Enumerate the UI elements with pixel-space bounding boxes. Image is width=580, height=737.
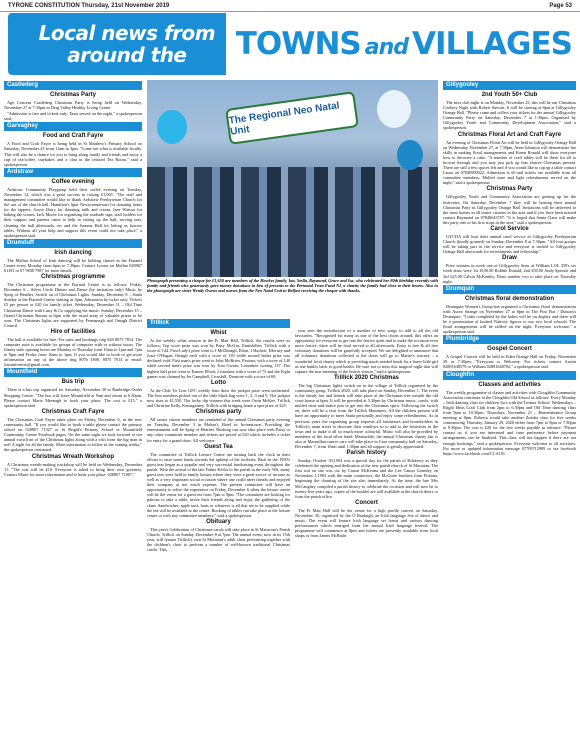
headline: Bus trip bbox=[61, 379, 85, 386]
article-text: An evening of Christmas Floral Art will be held in Gillygooley Orange Hall on Wednesday, November 27, at 7.30pm. Anne Johnston will demonstrate her skills in making floral arrangements and Karen Ronald will show everyone how to decorate a cake. "A number of craft tables will be there for all to browse through and you may just pick up that elusive Christmas present. There are still a few spaces left and if you would like to top up a table contact Laura on 07840990022. Admission is £6 and tickets are available from all committee members. Mulled wine and light refreshments served on the night," said a spokesperson. bbox=[443, 139, 576, 186]
article-text: The Christmas programme at the Fiaranif Centre is as follows: Friday, December 6 – Silver Circle Dinner and Dance (by invitation only) Music by Sprig of Heather, Switch on of Christmas Lights. Sunday, December 8 – Santa Sunday at the Fiaranif Centre starting at 3pm. Admission by ticket only. Tickets £5 per person or £20 for family ticket. Wednesday, December 11 – Old Time Christmas Dance with Larry & Co supplying the music. Sunday, December 15 – Grand Christmas Bazaar at 6pm with the usual array of valuable prizes to be won. The Christmas lights are supported by Fermanagh and Omagh District Council. bbox=[4, 282, 142, 328]
article-text: Prize winners in week one of Gillygooley Sons of William LOL 359's six week draw were 1st £100.00 Robbie Donald, 2nd £50.00 Andy Sproule and 3rd £25.00 Calvin McKenley. Draw number two to take place on Thursday night. bbox=[443, 263, 576, 284]
banner-line1: Local news from bbox=[38, 21, 216, 45]
article-text: A Gospel Concert will be held in Eden Orange Hall on Friday, November 29 at 7.30pm. "Everyone is Welcome. For tickets contact Austin 02881648579 or William 02881648702," a spokesperson said. bbox=[443, 354, 576, 370]
balloon bbox=[397, 140, 423, 170]
article-text: Sunday, October 30,1904 was a special day for the parish of Kilskeery as they celebrated the opening and dedication of the new parish church of St Macartan. The first sod on site was cut by Canon McKenna and the Lee Canon Gormley on November 1,1903 with the main contractors, the McGuire brothers from Fintona, beginning the cleaning of the site also immediately. At the time, the late Mrs McCaughey compiled a parish history to celebrate the occasion and will now be to twenty five years ago, copies of the booklet are still available at the church doors or from the parish office. bbox=[295, 458, 438, 499]
headline: Hire of facilities bbox=[50, 328, 96, 335]
column-4 bbox=[443, 80, 576, 457]
banner-blue-block bbox=[8, 13, 226, 75]
article-text: The Fr Matt Hall will be the venue for a high profile concert on Saturday, November 30, organised by the Ó Bradaigh, an Irish language feis of dance and music. The event will feature Irish language set forms and various dancing performances which emerged from the annual Irish language festival. The programme will commence at 8pm and tickets are presently available from local shops or from James McBride. bbox=[295, 507, 438, 539]
article-text: The Mullan School of Irish dancing will be holding classes in the Fiaranif Centre every Monday from 6pm to 7.30pm. Contact Louise on Mullan 028867 61181 or 07 9830 7987 for more details. bbox=[4, 257, 142, 273]
headline: Concert bbox=[355, 499, 378, 506]
banner-title bbox=[236, 26, 572, 62]
headline: Christmas Party bbox=[486, 186, 533, 193]
section-banner bbox=[8, 13, 572, 75]
article-text: The weekly programme of classes and activities with Cloughfin Community Association continues in the Cloughfin Old School as follows: Every Monday – Irish dancing class for children 5yrs with the Treanor School. Wednesdays – Bright Ideas Craft Club from 2pm to 6.30pm and Old Time dancing class from 9pm to 10.30pm. Thursdays, November 21 – Remembrance Group meeting at 8pm. Roberta would take another Zumba class for five weeks commencing Thursday, January 29, 2020 either from 7pm to 8pm or 7.30pm to 8.30pm. The cost is £20 for the five weeks payable in advance. "Please contact us if you are interested and time preference before payment arrangements can be finalised. This class will not happen if there are not enough bookings," said a spokesperson. Everyone welcome to all activities. For more or updated information message 07709712989 or via facebook https://www.facebook.com/CCA181. bbox=[443, 389, 576, 456]
news-photo bbox=[147, 80, 438, 277]
section-ardstraw: Ardstraw bbox=[4, 168, 142, 177]
article-text: There is a bus trip organised for Saturday, November 30 to Banbridge Outlet Shopping Centre. "The bus will leave Mountfield at 9am and return at 6.30pm. Please contact Marie Meenagh to book your place. The cost is £15," a spokesperson said. bbox=[4, 387, 142, 408]
photo-sign: The Regional Neo Natal Unit bbox=[225, 91, 359, 145]
article-text: The hall is available for hire. For rates and bookings ring 028 8075 7814. The computer suite is available for groups of computer with or without tutors. The fitness suite opening hours are Monday to Thursday from 10am to 1pm and 7pm to 9pm and Friday from 10am to 1pm. If you would like to book or get more information on any of the above ring 8076 1808, 8075 7014 or email: fiaranifcentre@gmail.com. bbox=[4, 336, 142, 368]
article-text: The big Christmas lights switch on in the village of Trillick organised by the community group, Trillick 2020, will take place on Sunday, December 1. The event is the family fun and friends will take place at the Christmas tree outside the old court house at 6pm. It will be preceded at 5.30pm by Christmas music, carols, with mulled wine and mince pies to get into the Christmas spirit. Following the switch on, there will be a visit from the Trillick Mummers. All the children present will have an opportunity to meet Santa personally and enjoy some refreshments. As in previous years the organising group requests all businesses and householders in Trillick's main street to decorate their windows so to add to the festivities in the town and to make it all so much more colourful. Music will also be provided by members of the local silver band. Meanwhile, the annual Christmas charity fair is also at Macmillan cancer care will take place in Cara community hall on Saturday, December 7, from 10am until 1.30pm and all support is greatly appreciated. bbox=[295, 382, 438, 449]
article-text: Gillygooley Youth and Community Association are gearing up for the festivities. On Saturday, December 7 they will be hosting their annual Christmas Party in Gillygooley Orange Hall. Invitations will be delivered to the most homes in all senior citizens in the area and if you have been missed contact Raymond on 07840643707. "It is hoped that Santa Claus will make this party one of his first stops in the area," said a spokesperson. bbox=[443, 194, 576, 225]
headline: Trillick 2020 Christmas bbox=[333, 374, 400, 381]
section-plumbridge: Plumbridge bbox=[443, 335, 576, 344]
headline: Christmas party bbox=[195, 409, 242, 416]
article-text: Ardstraw Community Playgroup held their coffee evening on Tuesday, November 12, which was a great success in raising £1,065. "The staff and management committee would like to thank Ardstraw Presbyterian Church for the use of the church hall, Hamilton's Spar Newtownstewart for donating items for the tappers, Grove Dairy for donating milk and cream, Jane Watson for baking the scones, Jack Moore for organising the roadside sign, staff holders for their support and parents came to help in setting up the hall, serving teas, cleaning the hall afterwards, etc and the Somme Hall for letting us borrow tables. Without all your help and support this event could not take place," a spokesperson said. bbox=[4, 186, 142, 238]
article-text: At the Club Tir Leac GFC weekly lotto draw the jackpot prize went unclaimed. The four numbers picked out of the little black bag were 1, 2, 3 and 9. The jackpot now rises to £1,550. The lucky dip winners this week were Owin McKee, Trillick and Christine Kelly, Kernagraney. Trillick with bringing home a spot prize of £25. bbox=[147, 387, 290, 409]
column-3 bbox=[295, 328, 438, 539]
article-text: This year's Celebration of Christmas carols will take place in St Macartan's Parish Church, Trillick on Sunday, December 8 at 7pm. The annual event, now in its 15th year, will feature Trillick's own St Macartan's adult choir performing together with the children's choir to perform a number of well-known traditional Christmas carols. This bbox=[147, 526, 290, 553]
article-text: At the weekly whist session in the Fr Matt Hall, Trillick, the results were as follows: Top score prize was won by Patsy McGirr, Enniskillen. Trillick with a score of 144. First Lady's prize went to J McDonagh, Edirn, J Hackett, Ederney and Josie O'Hagan, Omagh each with a score of 139 while second ladies prize was declared void. First man's prize went to John McBrien, Fintona, with a score of 140 while second men's prize was won by Tom Curran, Lisnaskea scoring 137. The highest half prize went to Eamon Elliott, Lisnaskea with a score of 75 and the Eight games was claimed by Jer Campbell, Crossbill, Dromore with a score of 69. bbox=[147, 338, 290, 379]
photo-people bbox=[147, 167, 438, 277]
banner-line2: around the bbox=[67, 43, 187, 67]
banner-and: and bbox=[364, 35, 409, 60]
headline: Christmas Craft Fayre bbox=[41, 408, 105, 415]
article-text: A Christmas wreath-making workshop will be held on Wednesday, December 11. "The cost will be £10. Everyone is asked to bring their own greenery. Contact Marie for more information and to book your place: 028807 71807." bbox=[4, 461, 142, 477]
article-text: Drumquin Women's Group has organised a Christmas floral demonstration with Aurea Strange on November 27 at 8pm in The Post Bar / Duncan's Drumquin. "Crafts completed by the ladies will be on display and there will be a presentation of knitted Nativity figures to our two local schools. The floral arrangements will be raffled on the night. Everyone welcome," a spokesperson said. bbox=[443, 303, 576, 335]
photo-caption: Photograph presenting a cheque for £1,650 are members of the Hawkes family, Ian, Stella, Raymond, Grace and Isa, who celebrated her 80th birthday recently with family and friends who generously gave money donations in lieu of presents to the Perinatal Trust Fund NI, a charity the family had close to their hearts. Also in the photograph are sister Wendy Owens and nurses from the Neo Natal Unit in Belfast receiving the cheque with thanks. bbox=[147, 278, 438, 293]
section-castlederg: Castlederg bbox=[4, 81, 142, 90]
balloon bbox=[157, 110, 187, 144]
article-text: GYCDA will host their annual carol service in Gillygooley Presbyterian Church (kindly granted) on Sunday, December 8 at 7.30pm. "All four groups will be taking part in the service and everyone is invited to Gillygooley Orange Hall afterwards for refreshments and fellowship." bbox=[443, 233, 576, 255]
headline: 2nd Youth 50+ Club bbox=[481, 92, 538, 98]
headline: Christmas Party bbox=[49, 92, 97, 98]
header-left: TYRONE CONSTITUTION Thursday, 21st November 2019 bbox=[8, 2, 170, 9]
headline: Whist bbox=[210, 330, 227, 336]
headline: Gospel Concert bbox=[487, 346, 532, 353]
article-text: "Admission is free and tickets only. Taxis served on the night," a spokesperson said. bbox=[4, 111, 142, 122]
article-text: All senior citizen members are reminded of the annual Christmas party evening on Tuesday, December 3 in Mahon's Hotel in Irvinestown. Providing the entertainment will be Sprig of Heather. Booking can now take place with Patsy or any other committee member and tickets are priced at £20 which includes a ticket for entry for a grand draw. All welcome. bbox=[147, 417, 290, 443]
headline: Classes and activities bbox=[478, 381, 541, 388]
section-gillygooley: Gillygooley bbox=[443, 81, 576, 90]
page-number: Page 53 bbox=[549, 2, 572, 9]
page-header bbox=[0, 0, 580, 12]
headline: Draw bbox=[502, 255, 517, 262]
article-text: A Food and Craft Fayre is being held in St Matthew's Primary School on Saturday, November 23 from 11am to 3pm. "Come see what is available locally. This will also be a chance for you to bring along family and friends and enjoy a cup of tea/coffee, traybakes and a chat in the relaxed Tea Room," said a spokesperson. bbox=[4, 141, 142, 167]
headline: Christmas floral demonstration bbox=[464, 295, 554, 302]
banner-villages: VILLAGES bbox=[412, 26, 572, 62]
headline: Irish dancing bbox=[54, 249, 92, 256]
headline: Christmas Floral Art and Craft Fayre bbox=[457, 131, 562, 138]
headline: Guest Tea bbox=[204, 443, 233, 450]
column-2 bbox=[147, 318, 290, 553]
balloon bbox=[377, 90, 411, 128]
headline: Christmas programme bbox=[40, 274, 106, 281]
headline: Coffee evening bbox=[51, 178, 95, 185]
banner-towns: TOWNS bbox=[235, 26, 361, 62]
headline: Carol Service bbox=[490, 225, 529, 232]
headline: Food and Craft Fayre bbox=[42, 133, 104, 140]
section-cloughfin: Cloughfin bbox=[443, 371, 576, 380]
column-1 bbox=[4, 80, 142, 478]
headline: Lotto bbox=[211, 379, 226, 386]
headline: Parish history bbox=[346, 450, 387, 457]
article-text: The committee of Trillick Leisure Centre are turning back the clock in their efforts to raise some funds towards the upkeep of the facilities. Back in the 1950's guest teas began as a popular and very successful fundraising event throughout the parish. With the arrival of the late Father Keilor to the parish in the early '60s, many guest teas were held in family houses where they were a great source of income as well as a very important social occasion where one could meet friends and enjoyed their company at not much expense. The present committee will have an opportunity to relive the experience on Friday, December 6 when the leisure centre will be the venue for a guest tea from 7pm to 9pm. "The committee are looking for patrons to take a table, invite their friends along and enjoy the gathering of the clans. Sandwiches, apple tarts, buns or whatever is all that are to be supplied while the tea will be available at the centre. Booking of tables can take place at the leisure centre or with any committee members," said a spokesperson. bbox=[147, 451, 290, 518]
article-text: The Christmas Craft Fayre takes place on Friday, December 6, in the new community hall. "If you would like to book a table please contact the primary school on 028807 71327 or St Brigid's Primary School or Mountfield Community Centre Facebook pages. On the same night we look forward to our annual switch on of the Christmas lights along with a visit from the big man in red! A night for all the family. More information to follow in the coming weeks," the spokesperson continued. bbox=[4, 416, 142, 453]
headline: Obituary bbox=[206, 518, 231, 525]
article-text: year sees the introduction of a number of new songs to add to all the old favourites. "Recognised for many as one of the best choirs around, this offers an opportunity for everyone to get into the festive spirit and to make the occasion even more festive, there will be food served to all afterwards. Entry is free & all free voluntary donations will be gratefully accepted. We are delighted to announce that all voluntary donations collected at the doors will go to Maisie's journey – a wonderful local charity which is providing much needed funds for a brave little girl as she battles back to good health. Be sure not to miss this magical night that will capture the true meaning of the festive season," said a spokesperson. bbox=[295, 328, 438, 374]
article-text: The next club night is on Monday, November 25, this will be our Christmas Cookery Night with Robert Stewart. It will be starting at 8pm at Gillygooley Orange Hall. "Please come and collect your tickets for the annual Gillygooley Community Party on Saturday, December 7 at 1.30pm. Organised by Gillygooley Youth and Community Development Association," said a spokesperson. bbox=[443, 100, 576, 131]
section-drumduff: Drumduff bbox=[4, 239, 142, 248]
section-garvaghey: Garvaghey bbox=[4, 122, 142, 131]
article-text: Age Concern Castlederg Christmas Party is being held on Wednesday, November 27 at 7.30pm in Derg Valley Healthy Living Centre. bbox=[4, 100, 142, 111]
section-drumquin: Drumquin bbox=[443, 285, 576, 294]
headline: Christmas Wreath Workshop bbox=[31, 453, 115, 460]
section-trillick: Trillick bbox=[147, 319, 290, 328]
section-mountfield: Mountfield bbox=[4, 368, 142, 377]
